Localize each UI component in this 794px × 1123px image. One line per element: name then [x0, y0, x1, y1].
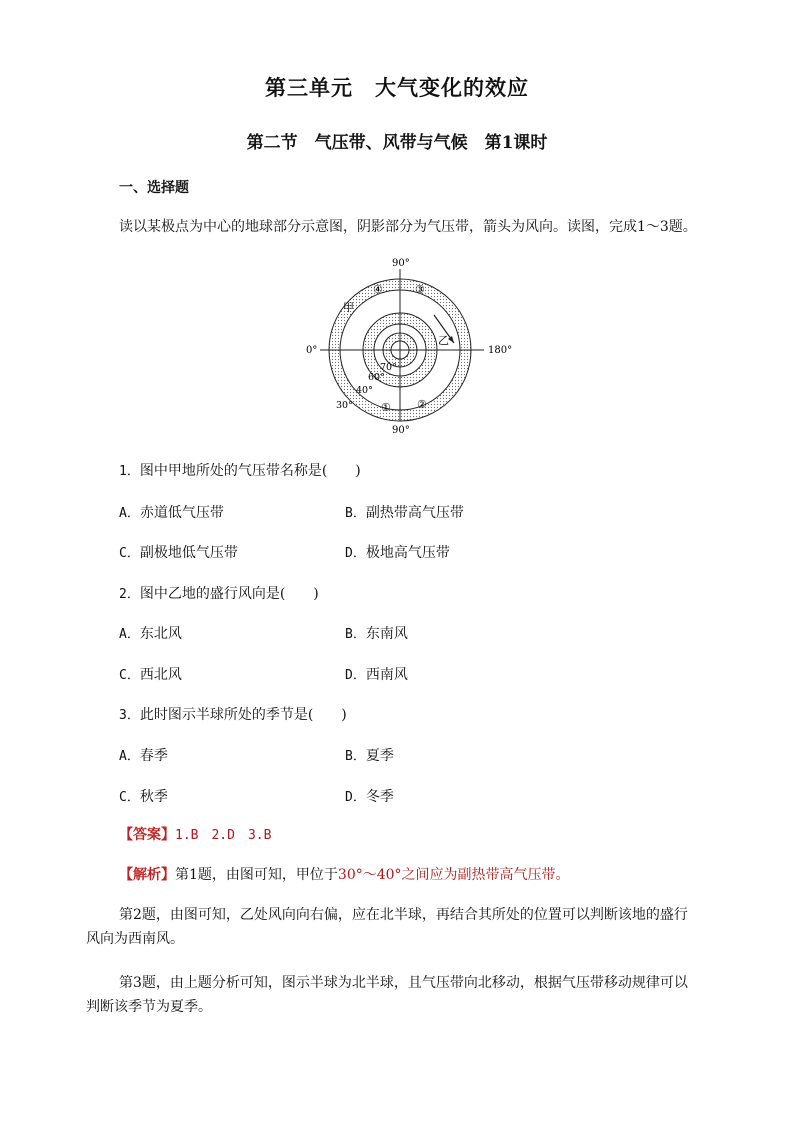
option-1b[interactable]: B．副热带高气压带: [345, 505, 464, 521]
question-stem: 图中乙地的盛行风向是( ): [139, 586, 319, 602]
analysis-paragraph-3: [86, 972, 719, 1018]
label-90-bottom: 90°: [392, 425, 410, 436]
label-mark-1: ①: [381, 401, 391, 414]
label-70: 70°: [380, 362, 397, 373]
question-stem: 此时图示半球所处的季节是( ): [139, 707, 347, 723]
answer-line: [119, 824, 719, 847]
option-1c[interactable]: C．副极地低气压带: [119, 545, 238, 561]
analysis-p1-lead: 第1题，由图可知，甲位于: [175, 867, 338, 883]
question-number: 1．: [119, 464, 140, 479]
option-3a[interactable]: A．春季: [119, 748, 168, 764]
pressure-belt-diagram: [298, 253, 518, 439]
label-180: 180°: [488, 345, 513, 356]
label-90-top: 90°: [392, 258, 410, 269]
option-2c[interactable]: C．西北风: [119, 667, 182, 683]
section-title: 第二节 气压带、风带与气候 第1课时: [246, 133, 548, 153]
label-40: 40°: [356, 385, 373, 396]
label-jia: 甲: [343, 301, 354, 314]
option-2d[interactable]: D．西南风: [345, 667, 408, 683]
question-1: [119, 460, 361, 480]
analysis-line-1: [119, 864, 719, 886]
label-mark-4: ④: [373, 283, 383, 296]
analysis-p3-line2: 判断该季节为夏季。: [86, 999, 212, 1015]
label-30: 30°: [336, 400, 353, 411]
option-2a[interactable]: A．东北风: [119, 626, 182, 642]
analysis-paragraph-2: [86, 904, 719, 950]
analysis-p2-line2: 风向为西南风。: [86, 931, 184, 947]
option-1d[interactable]: D．极地高气压带: [345, 545, 450, 561]
intro-text: 读以某极点为中心的地球部分示意图，阴影部分为气压带，箭头为风向。读图，完成1～3题。: [119, 219, 697, 235]
question-number: 3．: [119, 708, 140, 723]
analysis-tag: 【解析】: [119, 867, 175, 883]
option-3b[interactable]: B．夏季: [345, 748, 394, 764]
analysis-p2-line1: 第2题，由图可知，乙处风向向右偏，应在北半球，再结合其所处的位置可以判断该地的盛行: [119, 907, 688, 923]
section-heading: 一、选择题: [119, 180, 189, 196]
option-3d[interactable]: D．冬季: [345, 789, 394, 805]
unit-title: 第三单元 大气变化的效应: [265, 75, 529, 100]
label-0: 0°: [306, 345, 318, 356]
label-yi: 乙: [438, 334, 449, 347]
question-number: 2．: [119, 587, 140, 602]
analysis-p1-red: 30°～40°之间应为副热带高气压带。: [337, 867, 570, 883]
question-stem: 图中甲地所处的气压带名称是( ): [139, 463, 361, 479]
option-2b[interactable]: B．东南风: [345, 626, 408, 642]
analysis-p3-line1: 第3题，由上题分析可知，图示半球为北半球，且气压带向北移动，根据气压带移动规律可以: [119, 975, 688, 991]
label-mark-3: ③: [415, 283, 425, 296]
answer-text: 1.B 2.D 3.B: [175, 828, 272, 843]
option-3c[interactable]: C．秋季: [119, 789, 168, 805]
answer-tag: 【答案】: [119, 827, 175, 843]
question-2: [119, 583, 319, 603]
label-60: 60°: [368, 372, 385, 383]
option-1a[interactable]: A．赤道低气压带: [119, 505, 224, 521]
question-3: [119, 704, 347, 724]
label-mark-2: ②: [417, 398, 427, 411]
